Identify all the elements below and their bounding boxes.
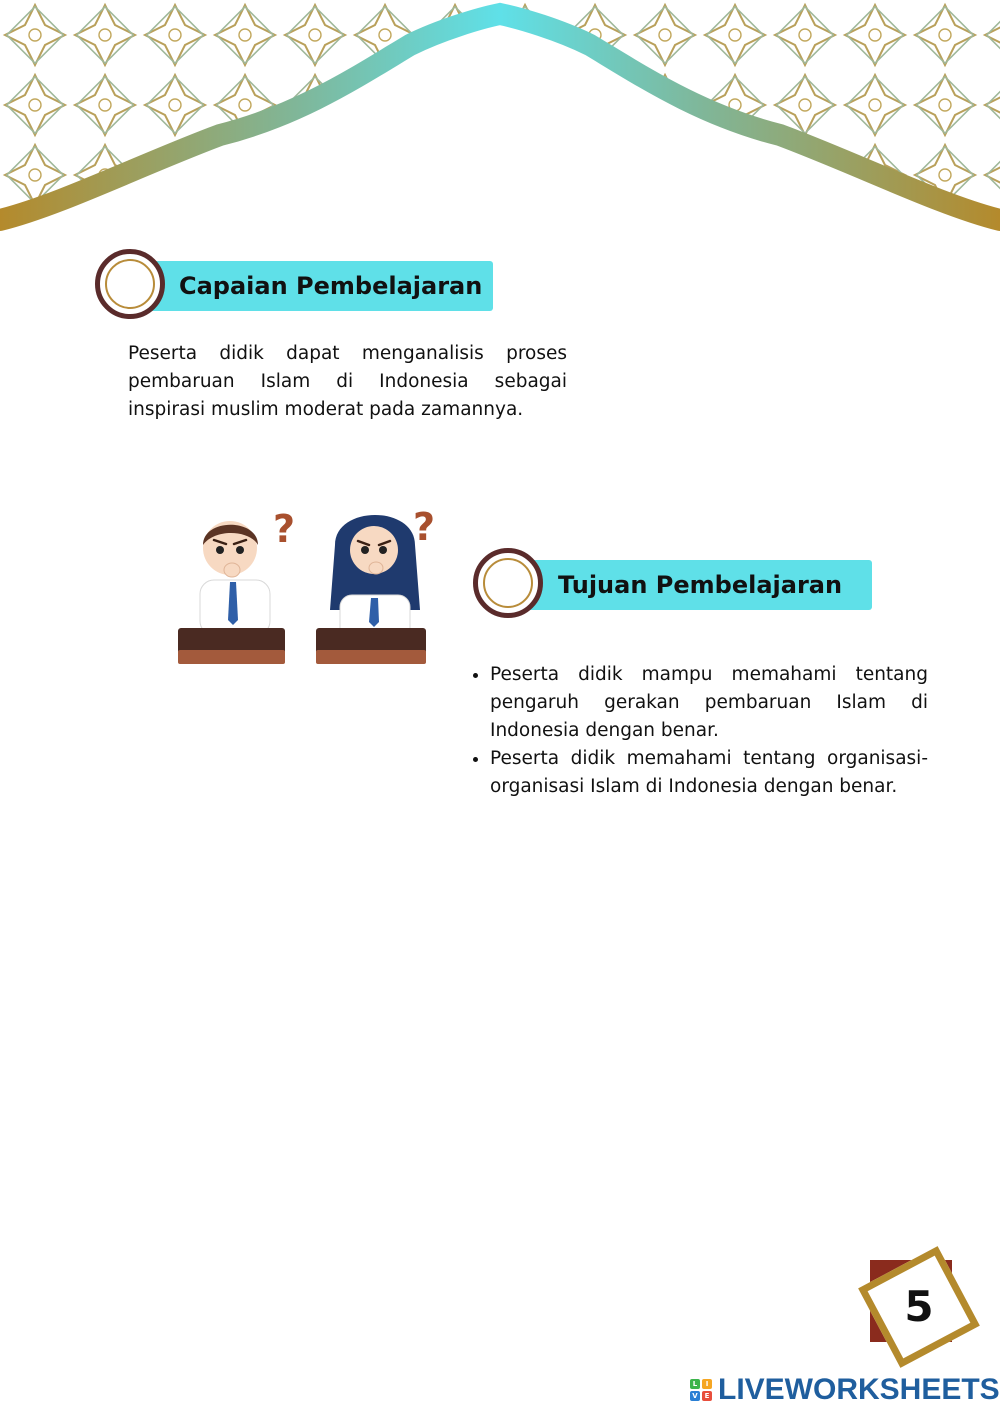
liveworksheets-brand[interactable]: [690, 1372, 1000, 1408]
tujuan-header: [473, 548, 873, 622]
svg-text:?: ?: [273, 507, 296, 551]
list-item: • Peserta didik memahami tentang organisasi-organisasi Islam di Indonesia dengan benar.: [490, 745, 928, 801]
capaian-ring-icon: [95, 249, 165, 319]
list-item: • Peserta didik mampu memahami tentang pengaruh gerakan pembaruan Islam di Indonesia dengan benar.: [490, 661, 928, 745]
tujuan-title: Tujuan Pembelajaran: [558, 571, 843, 599]
page-number: 5: [904, 1282, 934, 1331]
confused-students-illustration: [170, 500, 445, 675]
page-number-badge: [862, 1250, 972, 1360]
capaian-text: Peserta didik dapat menganalisis proses pembaruan Islam di Indonesia sebagai inspirasi muslim moderat pada zamannya.: [128, 343, 567, 420]
brand-wordmark: LIVEWORKSHEETS: [718, 1373, 1000, 1406]
header-ornament: [0, 0, 1000, 250]
capaian-header: [95, 249, 495, 323]
liveworksheets-logo-icon: L I V E: [690, 1379, 712, 1401]
tujuan-list: [466, 661, 928, 801]
capaian-title: Capaian Pembelajaran: [179, 272, 483, 300]
boy-student-icon: [178, 507, 295, 664]
girl-student-icon: [316, 505, 435, 664]
svg-text:?: ?: [413, 505, 436, 549]
tujuan-ring-icon: [473, 548, 543, 618]
